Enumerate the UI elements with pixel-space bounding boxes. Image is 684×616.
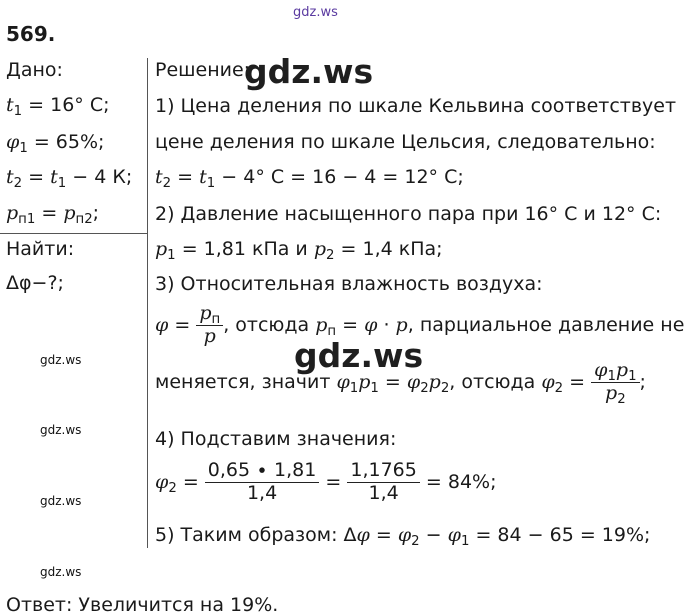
watermark-large-upper: gdz.ws bbox=[244, 52, 374, 91]
watermark-top: gdz.ws bbox=[293, 5, 338, 20]
find-title: Найти: bbox=[6, 238, 75, 260]
solution-line-9: 4) Подставим значения: bbox=[155, 428, 397, 450]
column-divider bbox=[147, 58, 148, 548]
solution-line-4: 2) Давление насыщенного пара при 16° C и 12° C: bbox=[155, 203, 662, 225]
watermark-small: gdz.ws bbox=[40, 353, 82, 367]
solution-line-5: $p_1 = 1,81$ кПа и $p_2 = 1,4$ кПа; bbox=[155, 238, 443, 263]
solution-line-8: меняется, значит $\varphi_1p_1 = \varphi_2p_2$, отсюда $\varphi_2$ = $\frac{\varphi_1p_1}{p_2}$ ; bbox=[155, 359, 646, 407]
solution-line-3: $t_2 = t_1 - 4^\circ$ C = 16 − 4 = 12° C; bbox=[155, 166, 464, 191]
fraction-result: $\frac{1,1765}{1,4}$ bbox=[347, 460, 419, 505]
solution-line-11: 5) Таким образом: $\Delta\varphi = \varphi_2 - \varphi_1 = 84 - 65 = 19\%$; bbox=[155, 524, 651, 549]
solution-line-6: 3) Относительная влажность воздуха: bbox=[155, 273, 543, 295]
solution-line-1: 1) Цена деления по шкале Кельвина соответствует bbox=[155, 95, 677, 117]
watermark-small: gdz.ws bbox=[40, 494, 82, 508]
fraction-phi1p1-over-p2: $\frac{\varphi_1p_1}{p_2}$ bbox=[591, 360, 639, 405]
fraction-pp-over-p: $\frac{p_п}{p}$ bbox=[196, 303, 223, 348]
problem-number: 569. bbox=[6, 22, 56, 46]
solution-line-7: φ = $\frac{p_п}{p}$ , отсюда $p_п = \varphi \cdot p$, парциальное давление не bbox=[155, 302, 684, 347]
given-title: Дано: bbox=[6, 59, 63, 81]
answer: Ответ: Увеличится на 19%. bbox=[6, 594, 279, 616]
watermark-large-lower: gdz.ws bbox=[294, 336, 424, 375]
watermark-small: gdz.ws bbox=[40, 423, 82, 437]
solution-line-2: цене деления по шкале Цельсия, следовательно: bbox=[155, 131, 656, 153]
given-pressure-equality: $p_{п1} = p_{п2}$; bbox=[6, 202, 100, 227]
fraction-substitution: $\frac{0,65 \cdot 1,81}{1,4}$ bbox=[205, 460, 320, 505]
solution-title: Решение: bbox=[155, 59, 251, 81]
given-phi1: $\varphi_1 = 65\%$; bbox=[6, 131, 105, 156]
watermark-small: gdz.ws bbox=[40, 565, 82, 579]
solution-line-10: $\varphi_2$ = $\frac{0,65 \cdot 1,81}{1,4}$ = $\frac{1,1765}{1,4}$ = 84%; bbox=[155, 459, 497, 504]
find-item: Δφ−?; bbox=[6, 272, 64, 294]
given-divider bbox=[0, 233, 147, 234]
given-t1: $t_1 = 16^\circ$ C; bbox=[6, 94, 110, 119]
given-t2: $t_2 = t_1 - 4$ К; bbox=[6, 166, 133, 191]
